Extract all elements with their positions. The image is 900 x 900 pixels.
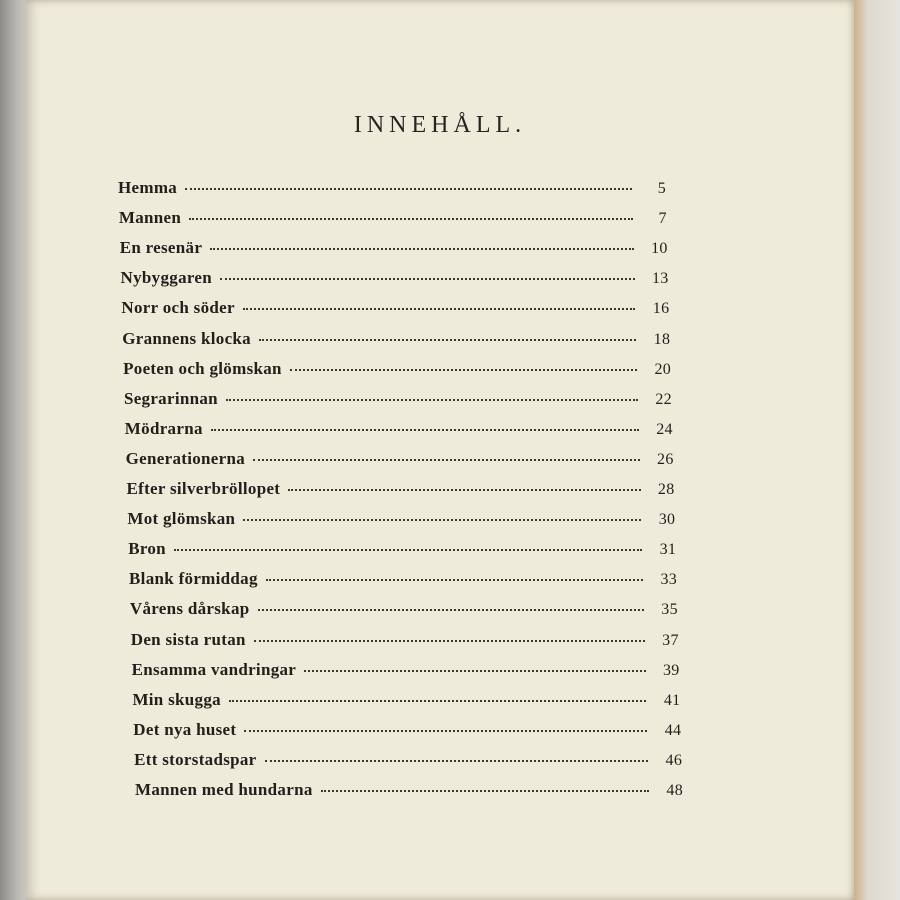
dot-leader xyxy=(210,247,634,250)
toc-entry-title: Min skugga xyxy=(132,689,221,709)
toc-entry-page-number: 39 xyxy=(662,661,680,679)
toc-entry-title: Segrarinnan xyxy=(123,388,218,408)
dot-leader xyxy=(243,518,641,521)
toc-entry-title: Mödrarna xyxy=(124,418,203,438)
toc-entry-title: Poeten och glömskan xyxy=(123,358,282,378)
toc-entry-page-number: 13 xyxy=(651,270,669,288)
toc-entry-page-number: 22 xyxy=(655,390,672,408)
toc-entry xyxy=(127,479,675,503)
toc-entry xyxy=(132,690,680,714)
toc-entry-page-number: 35 xyxy=(661,601,678,619)
toc-entry-page-number: 44 xyxy=(664,721,682,739)
toc-entry-title: Mannen med hundarna xyxy=(135,780,313,799)
dot-leader xyxy=(304,669,645,672)
dot-leader xyxy=(244,729,647,732)
dot-leader xyxy=(290,368,637,371)
toc-entry xyxy=(120,238,668,262)
toc-entry-title: Ensamma vandringar xyxy=(131,659,297,679)
toc-entry-title: Hemma xyxy=(118,178,178,197)
toc-entry xyxy=(121,298,669,322)
toc-entry-title: Det nya huset xyxy=(133,719,237,739)
dot-leader xyxy=(253,458,640,461)
toc-entry-page-number: 33 xyxy=(660,571,678,589)
toc-entry-page-number: 28 xyxy=(657,481,675,498)
toc-entry-title: Norr och söder xyxy=(121,298,235,318)
dot-leader xyxy=(226,398,638,401)
toc-entry xyxy=(132,660,680,684)
toc-entry-page-number: 24 xyxy=(656,420,673,438)
toc-entry xyxy=(129,569,677,593)
dot-leader xyxy=(220,277,635,280)
dot-leader xyxy=(229,699,647,702)
toc-entry xyxy=(122,329,670,353)
toc-entry-title: Blank förmiddag xyxy=(129,569,258,589)
toc-entry-page-number: 20 xyxy=(654,360,672,378)
dot-leader xyxy=(189,217,633,220)
toc-entry-title: En resenär xyxy=(119,238,203,258)
toc-entry-title: Nybyggaren xyxy=(120,268,213,288)
toc-entry-page-number: 18 xyxy=(653,330,671,348)
toc-entry xyxy=(125,419,673,443)
toc-entry xyxy=(127,509,675,533)
toc-entry xyxy=(131,630,679,654)
dot-leader xyxy=(254,639,645,642)
dot-leader xyxy=(211,428,639,431)
toc-entry-title: Mannen xyxy=(118,208,182,228)
dot-leader xyxy=(185,187,632,190)
toc-entry-title: Grannens klocka xyxy=(122,328,251,348)
toc-entry xyxy=(134,750,682,774)
toc-entry xyxy=(133,720,681,744)
dot-leader xyxy=(288,488,640,491)
dot-leader xyxy=(321,789,649,792)
toc-entry xyxy=(123,359,671,383)
background-edge xyxy=(850,0,900,900)
toc-entry-title: Efter silverbröllopet xyxy=(126,479,281,498)
toc-entry xyxy=(126,449,674,473)
toc-entry xyxy=(130,599,678,623)
toc-entry-page-number: 10 xyxy=(651,240,668,258)
toc-entry xyxy=(119,208,667,232)
dot-leader xyxy=(174,548,642,551)
toc-entry-page-number: 31 xyxy=(659,541,677,559)
toc-entry xyxy=(124,389,672,413)
toc-entry-title: Ett storstadspar xyxy=(134,749,257,769)
toc-entry-page-number: 48 xyxy=(666,782,683,799)
toc-entry-page-number: 16 xyxy=(652,300,670,318)
toc-entry-page-number: 5 xyxy=(657,180,666,197)
book-page xyxy=(26,0,854,900)
toc-entry-page-number: 30 xyxy=(658,511,676,529)
page-title: INNEHÅLL. xyxy=(353,112,527,138)
toc-entry-page-number: 46 xyxy=(665,751,683,769)
toc-entry-title: Vårens dårskap xyxy=(129,599,250,619)
toc-entry-page-number: 41 xyxy=(663,691,681,709)
dot-leader xyxy=(243,307,636,310)
toc-entry xyxy=(128,539,676,563)
toc-entry-title: Mot glömskan xyxy=(127,509,236,529)
dot-leader xyxy=(266,578,643,581)
toc-entry-title: Generationerna xyxy=(125,448,246,468)
toc-entry xyxy=(121,268,669,292)
dot-leader xyxy=(259,338,636,341)
toc-entry xyxy=(135,780,683,804)
toc-entry-page-number: 26 xyxy=(657,450,674,468)
dot-leader xyxy=(258,608,644,611)
toc-entry-title: Den sista rutan xyxy=(130,629,246,649)
toc-entry-page-number: 37 xyxy=(662,631,679,649)
toc-entry-page-number: 7 xyxy=(658,210,667,228)
toc-entry xyxy=(118,178,666,202)
dot-leader xyxy=(265,759,649,762)
toc-entry-title: Bron xyxy=(128,539,166,559)
